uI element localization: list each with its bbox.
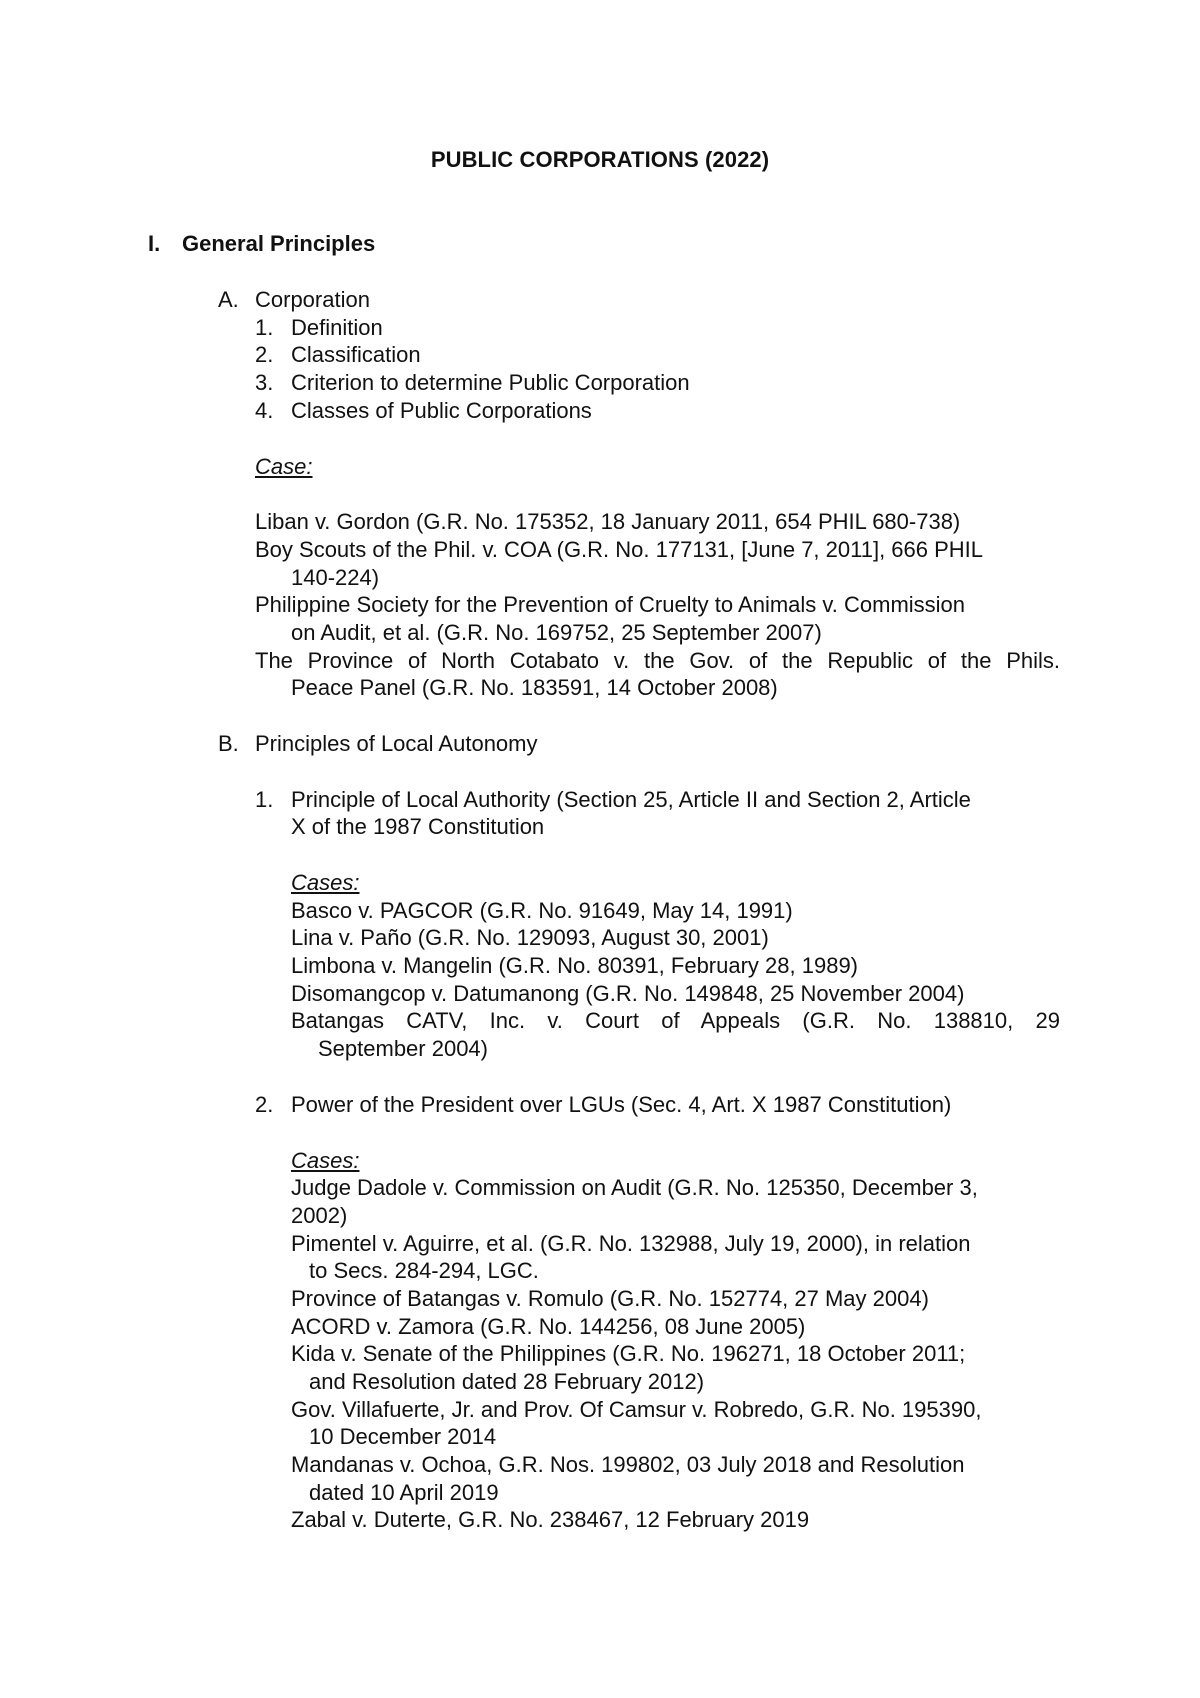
case-line: Mandanas v. Ochoa, G.R. Nos. 199802, 03 July 2018 and Resolution [291, 1452, 965, 1477]
case-line: Province of Batangas v. Romulo (G.R. No. 152774, 27 May 2004) [291, 1286, 929, 1311]
case-line: Liban v. Gordon (G.R. No. 175352, 18 January 2011, 654 PHIL 680-738) [255, 509, 961, 534]
case-line: Peace Panel (G.R. No. 183591, 14 October 2008) [291, 675, 778, 700]
case-line: dated 10 April 2019 [309, 1480, 499, 1505]
case-line: Philippine Society for the Prevention of Cruelty to Animals v. Commission [255, 592, 966, 617]
case-line: Kida v. Senate of the Philippines (G.R. No. 196271, 18 October 2011; [291, 1341, 966, 1366]
section-number: I. [148, 231, 161, 256]
case-line: and Resolution dated 28 February 2012) [309, 1369, 705, 1394]
case-line: Pimentel v. Aguirre, et al. (G.R. No. 132988, July 19, 2000), in relation [291, 1231, 971, 1256]
case-line: The Province of North Cotabato v. the Gov. of the Republic of the Phils. [255, 648, 1060, 673]
case-line: September 2004) [318, 1036, 488, 1061]
item-a-1-marker: 1. [255, 315, 274, 340]
item-b-1-text: X of the 1987 Constitution [291, 814, 545, 839]
item-a-2-text: Classification [291, 342, 421, 367]
cases-label: Cases: [291, 1148, 360, 1173]
case-line: 2002) [291, 1203, 348, 1228]
item-a-marker: A. [218, 287, 239, 312]
item-a-3-text: Criterion to determine Public Corporation [291, 370, 690, 395]
item-b-1-text: Principle of Local Authority (Section 25, Article II and Section 2, Article [291, 787, 971, 812]
case-line: Lina v. Paño (G.R. No. 129093, August 30, 2001) [291, 925, 769, 950]
item-a-1-text: Definition [291, 315, 383, 340]
item-b-2-text: Power of the President over LGUs (Sec. 4, Art. X 1987 Constitution) [291, 1092, 952, 1117]
item-b-2-marker: 2. [255, 1092, 274, 1117]
page-title: PUBLIC CORPORATIONS (2022) [430, 147, 770, 172]
case-line: Basco v. PAGCOR (G.R. No. 91649, May 14, 1991) [291, 898, 793, 923]
item-a-2-marker: 2. [255, 342, 274, 367]
item-a-3-marker: 3. [255, 370, 274, 395]
case-line: Boy Scouts of the Phil. v. COA (G.R. No. 177131, [June 7, 2011], 666 PHIL [255, 537, 984, 562]
item-a-4-marker: 4. [255, 398, 274, 423]
case-line: 140-224) [291, 565, 380, 590]
item-b-1-marker: 1. [255, 787, 274, 812]
case-line: 10 December 2014 [309, 1424, 497, 1449]
case-line: on Audit, et al. (G.R. No. 169752, 25 September 2007) [291, 620, 822, 645]
case-line: to Secs. 284-294, LGC. [309, 1258, 539, 1283]
item-a-label: Corporation [255, 287, 370, 312]
case-line: Zabal v. Duterte, G.R. No. 238467, 12 February 2019 [291, 1507, 810, 1532]
case-line: ACORD v. Zamora (G.R. No. 144256, 08 June 2005) [291, 1314, 806, 1339]
item-b-label: Principles of Local Autonomy [255, 731, 538, 756]
case-line: Disomangcop v. Datumanong (G.R. No. 149848, 25 November 2004) [291, 981, 965, 1006]
case-label: Case: [255, 454, 313, 479]
case-line: Batangas CATV, Inc. v. Court of Appeals (G.R. No. 138810, 29 [291, 1008, 1060, 1033]
item-a-4-text: Classes of Public Corporations [291, 398, 592, 423]
cases-label: Cases: [291, 870, 360, 895]
item-b-marker: B. [218, 731, 239, 756]
section-heading [148, 231, 375, 257]
case-line: Gov. Villafuerte, Jr. and Prov. Of Camsur v. Robredo, G.R. No. 195390, [291, 1397, 982, 1422]
case-line: Judge Dadole v. Commission on Audit (G.R. No. 125350, December 3, [291, 1175, 978, 1200]
section-label: General Principles [182, 231, 376, 256]
case-line: Limbona v. Mangelin (G.R. No. 80391, February 28, 1989) [291, 953, 859, 978]
